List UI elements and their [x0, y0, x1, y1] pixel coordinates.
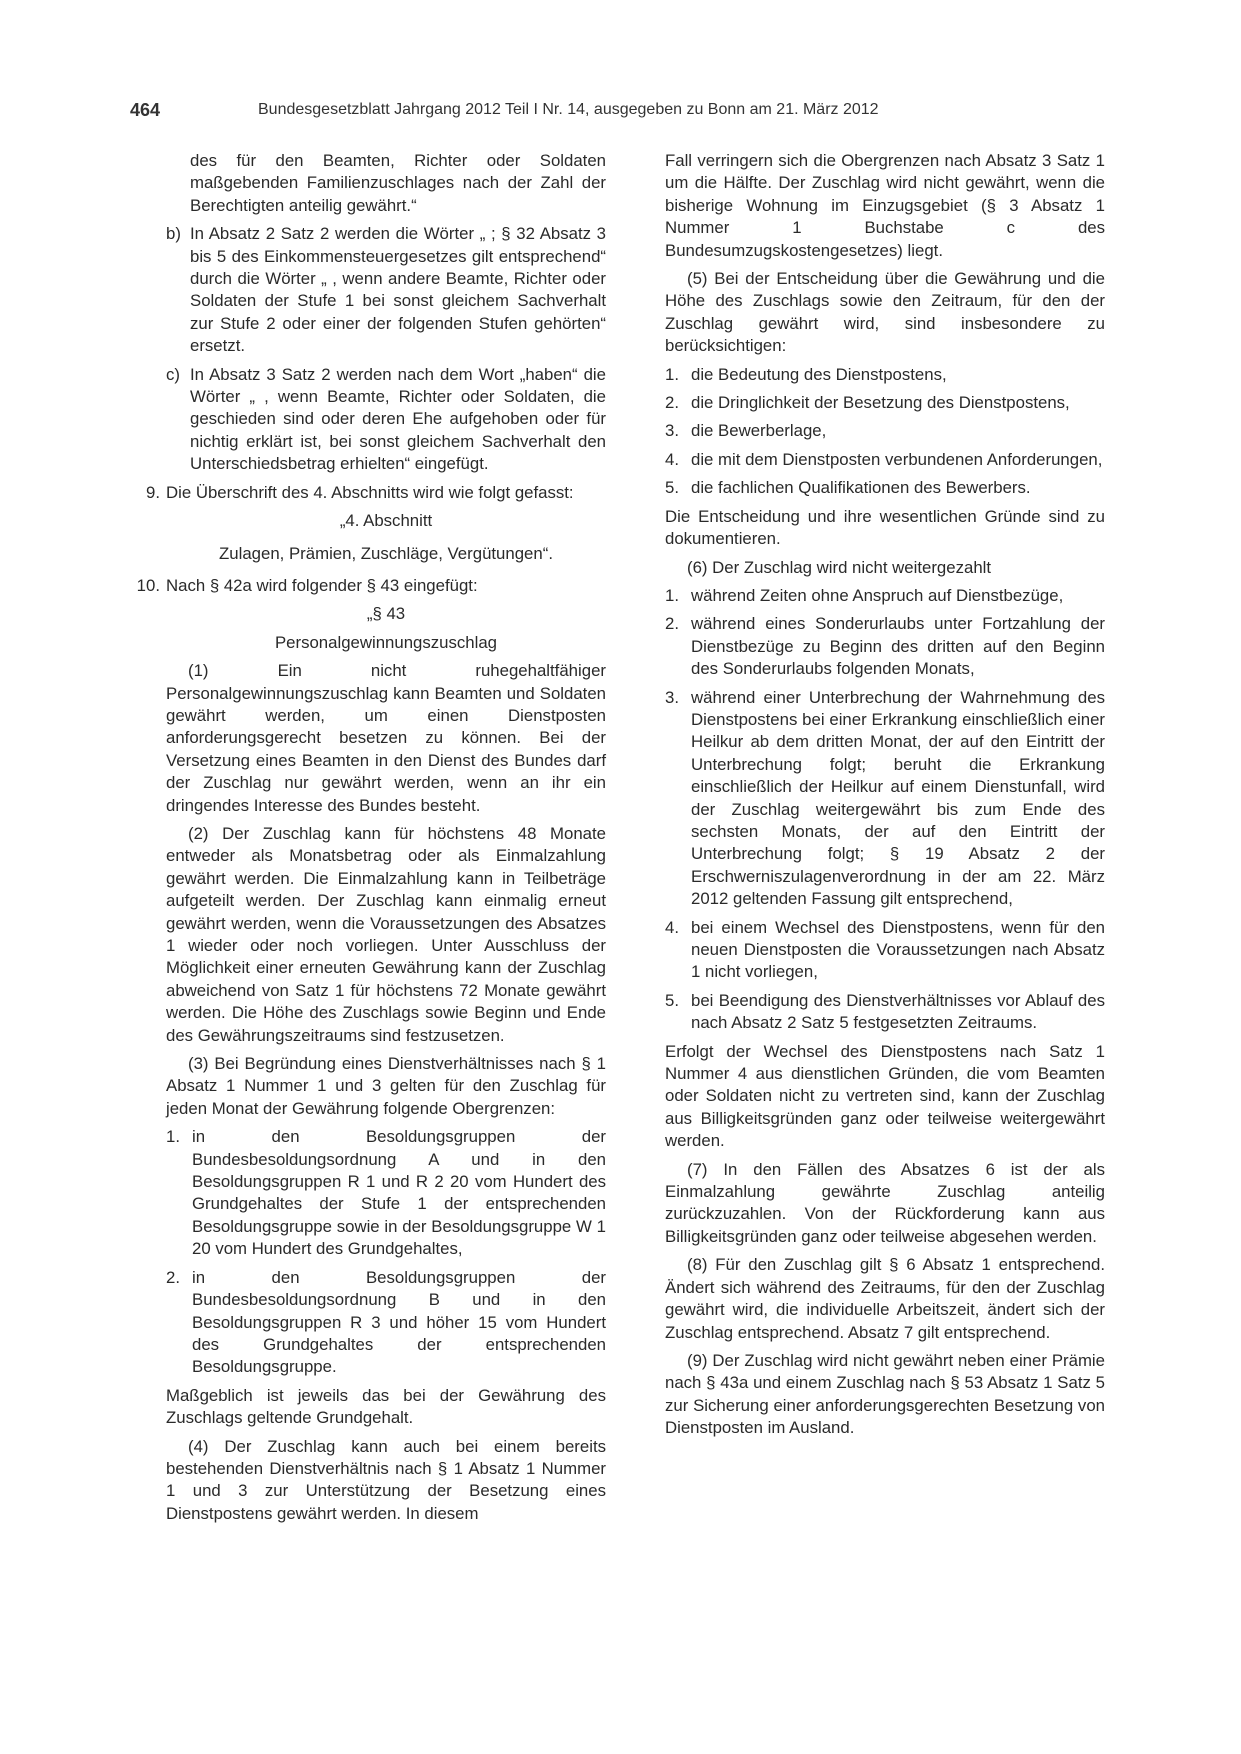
paragraph-7: (7) In den Fällen des Absatzes 6 ist der als Einmalzahlung gewährte Zuschlag anteilig zurückzuzahlen. Von der Rückforderung kann aus Billigkeitsgründen ganz oder teilweise abgesehen werden. [665, 1159, 1105, 1246]
list-item-text: bei einem Wechsel des Dienstpostens, wenn für den neuen Dienstposten die Voraussetzungen nach Absatz 1 nicht vorliegen, [691, 917, 1105, 982]
item-10-text: Nach § 42a wird folgender § 43 eingefügt: [166, 575, 478, 595]
amendment-b-text: In Absatz 2 Satz 2 werden die Wörter „ ; § 32 Absatz 3 bis 5 des Einkommensteuergesetzes gilt entsprechend“ durch die Wörter „ , wenn andere Beamte, Richter oder Soldaten der Stufe 1 bei sonst gleichem Sachverhalt zur Stufe 2 oder einer der folgenden Stufen gehörten“ ersetzt. [190, 224, 606, 356]
list-item-label: 2. [166, 1267, 180, 1287]
paragraph-1: (1) Ein nicht ruhegehaltfähiger Personalgewinnungszuschlag kann Beamten und Soldaten gewährt werden, um einen Dienstposten anforderungsgerecht besetzen zu können. Bei der Versetzung eines Beamten in den Dienst des Bundes darf der Zuschlag nur gewährt werden, wenn an ihr ein dringendes Interesse des Bundes besteht. [166, 661, 606, 815]
item-9-text: Die Überschrift des 4. Abschnitts wird wie folgt gefasst: [166, 482, 574, 502]
list-item [665, 392, 1105, 414]
list-item-text: während Zeiten ohne Anspruch auf Dienstbezüge, [691, 585, 1064, 605]
list-item [665, 917, 1105, 984]
list-item-label: 3. [665, 421, 679, 441]
list-item-label: 1. [665, 585, 679, 605]
paragraph-6-after: Erfolgt der Wechsel des Dienstpostens nach Satz 1 Nummer 4 aus dienstlichen Gründen, die vom Beamten oder Soldaten nicht zu vertreten sind, kann der Zuschlag aus Billigkeitsgründen ganz oder teilweise weitergewährt werden. [665, 1041, 1105, 1151]
right-column [665, 150, 1105, 1446]
paragraph-8: (8) Für den Zuschlag gilt § 6 Absatz 1 entsprechend. Ändert sich während des Zeitraums, für den der Zuschlag gewährt wird, die individuelle Arbeitszeit, ändert sich der Zuschlag entsprechend. Absatz 7 gilt entsprechend. [665, 1255, 1105, 1342]
paragraph-9: (9) Der Zuschlag wird nicht gewährt neben einer Prämie nach § 43a und einem Zuschlag nach § 53 Absatz 1 Satz 5 zur Sicherung einer anforderungsgerechten Besetzung von Dienstposten im Ausland. [665, 1350, 1105, 1438]
paragraph-5: (5) Bei der Entscheidung über die Gewährung und die Höhe des Zuschlags sowie den Zeitraum, für den der Zuschlag gewährt wird, sind insbesondere zu berücksichtigen: [665, 269, 1105, 356]
amendment-b-label: b) [166, 224, 181, 244]
list-item [665, 687, 1105, 911]
section-title: „§ 43 [366, 604, 406, 624]
item-9-label: 9. [146, 482, 160, 502]
list-item-text: die fachlichen Qualifikationen des Bewerbers. [691, 478, 1031, 498]
list-item [665, 364, 1105, 386]
list-item-label: 1. [665, 364, 679, 384]
header-title: Bundesgesetzblatt Jahrgang 2012 Teil I Nr. 14, ausgegeben zu Bonn am 21. März 2012 [258, 101, 879, 118]
amendment-c-text: In Absatz 3 Satz 2 werden nach dem Wort „haben“ die Wörter „ , wenn Beamte, Richter oder Soldaten, die geschieden sind oder deren Ehe aufgehoben oder für nichtig erklärt ist, bei sonst gleichem Sachverhalt den Unterschiedsbetrag erhielten“ eingefügt. [190, 364, 606, 474]
abschnitt-subtitle: Zulagen, Prämien, Zuschläge, Vergütungen“. [219, 543, 553, 563]
item-10 [130, 575, 606, 597]
section-body-left [130, 660, 606, 1525]
paragraph-5-after: Die Entscheidung und ihre wesentlichen Gründe sind zu dokumentieren. [665, 506, 1105, 549]
amendment-b [130, 223, 606, 357]
amendment-c [130, 364, 606, 476]
list-item-text: die Bewerberlage, [691, 421, 827, 441]
paragraph-2: (2) Der Zuschlag kann für höchstens 48 Monate entweder als Monatsbetrag oder als Einmalzahlung gewährt werden. Die Einmalzahlung kann in Teilbeträge aufgeteilt werden. Der Zuschlag kann einmalig erneut gewährt werden, wenn die Voraussetzungen des Absatzes 1 wieder oder noch vorliegen. Unter Ausschluss der Möglichkeit einer erneuten Gewährung kann der Zuschlag abweichend von Satz 1 für höchstens 72 Monate gewährt werden. Die Höhe des Zuschlags sowie Beginn und Ende des Gewährungszeitraums sind festzusetzen. [166, 823, 606, 1045]
list-item-label: 4. [665, 917, 679, 937]
list-item-text: während einer Unterbrechung der Wahrnehmung des Dienstpostens bei einer Erkrankung einschließlich einer Heilkur ab dem dritten Monat, der auf den Eintritt der Unterbrechung folgt; beruht die Erkrankung einschließlich der Heilkur auf einem Dienstunfall, wird der Zuschlag weitergewährt bis zum Ende des sechsten Monats, der auf den Eintritt der Unterbrechung folgt; § 19 Absatz 2 der Erschwerniszulagenverordnung in der am 22. März 2012 geltenden Fassung gilt entsprechend, [691, 687, 1105, 909]
item-10-label: 10. [136, 575, 160, 595]
left-column [130, 150, 606, 1531]
list-item [166, 1267, 606, 1379]
section-subtitle: Personalgewinnungszuschlag [274, 632, 498, 652]
list-item [665, 613, 1105, 680]
list-item-label: 5. [665, 478, 679, 498]
list-item-text: die Bedeutung des Dienstpostens, [691, 364, 947, 384]
list-item-text: in den Besoldungsgruppen der Bundesbesoldungsordnung B und in den Besoldungsgruppen R 3 und höher 15 vom Hundert des Grundgehaltes der entsprechenden Besoldungsgruppe. [192, 1267, 606, 1377]
continued-text: des für den Beamten, Richter oder Soldaten maßgebenden Familienzuschlages nach der Zahl der Berechtigten anteilig gewährt.“ [190, 151, 606, 215]
paragraph-3-after: Maßgeblich ist jeweils das bei der Gewährung des Zuschlags geltende Grundgehalt. [166, 1385, 606, 1428]
paragraph-4: (4) Der Zuschlag kann auch bei einem bereits bestehenden Dienstverhältnis nach § 1 Absatz 1 Nummer 1 und 3 zur Unterstützung der Besetzung eines Dienstpostens gewährt werden. In diesem [166, 1436, 606, 1523]
list-item-label: 5. [665, 990, 679, 1010]
list-item-label: 2. [665, 614, 679, 634]
list-item-text: während eines Sonderurlaubs unter Fortzahlung der Dienstbezüge zu Beginn des dritten auf den Beginn des Sonderurlaubs folgenden Monats, [691, 614, 1105, 679]
page-header [130, 100, 1101, 124]
list-item-label: 3. [665, 687, 679, 707]
list-item-label: 2. [665, 393, 679, 413]
list-item-label: 1. [166, 1127, 180, 1147]
list-item-text: die mit dem Dienstposten verbundenen Anforderungen, [691, 449, 1103, 469]
list-item [665, 585, 1105, 607]
list-item [166, 1126, 606, 1260]
list-item-label: 4. [665, 449, 679, 469]
list-item [665, 990, 1105, 1035]
list-item [665, 449, 1105, 471]
list-item [665, 477, 1105, 499]
paragraph-6: (6) Der Zuschlag wird nicht weitergezahlt [687, 557, 992, 577]
paragraph-4-continued: Fall verringern sich die Obergrenzen nach Absatz 3 Satz 1 um die Hälfte. Der Zuschlag wird nicht gewährt, wenn die bisherige Wohnung im Einzugsgebiet (§ 3 Absatz 1 Nummer 1 Buchstabe c des Bundesumzugskostengesetzes) liegt. [665, 151, 1105, 260]
paragraph-3: (3) Bei Begründung eines Dienstverhältnisses nach § 1 Absatz 1 Nummer 1 und 3 gelten für den Zuschlag für jeden Monat der Gewährung folgende Obergrenzen: [166, 1054, 606, 1118]
amendment-c-label: c) [166, 364, 180, 384]
page-number: 464 [130, 100, 161, 120]
abschnitt-title: „4. Abschnitt [339, 511, 433, 531]
item-9 [130, 482, 606, 504]
list-item-text: in den Besoldungsgruppen der Bundesbesoldungsordnung A und in den Besoldungsgruppen R 1 und R 2 20 vom Hundert des Grundgehaltes der Stufe 1 der entsprechenden Besoldungsgruppe sowie in der Besoldungsgruppe W 1 20 vom Hundert des Grundgehaltes, [192, 1127, 606, 1259]
list-item-text: bei Beendigung des Dienstverhältnisses vor Ablauf des nach Absatz 2 Satz 5 festgesetzten Zeitraums. [691, 990, 1105, 1033]
list-item [665, 420, 1105, 442]
list-item-text: die Dringlichkeit der Besetzung des Dienstpostens, [691, 393, 1070, 413]
